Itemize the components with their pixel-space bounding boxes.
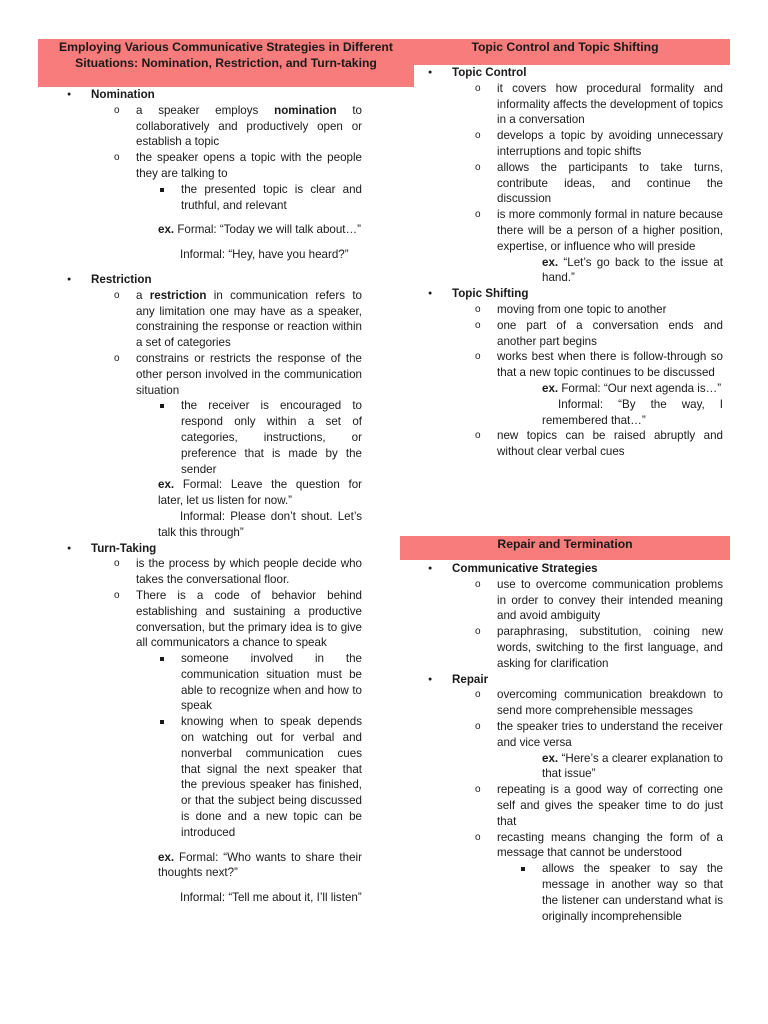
- text: Formal: “Who wants to share their thoughts next?”: [158, 850, 362, 880]
- text: Formal: “Today we will talk about…”: [174, 223, 361, 237]
- topic-shifting-point-3: o works best when there is follow-through so that a new topic continues to be discussed: [497, 349, 723, 381]
- restriction-heading: ● Restriction: [64, 272, 362, 288]
- turn-taking-example-formal: [158, 850, 362, 882]
- restriction-point-1: [136, 288, 362, 351]
- example-label: ex.: [542, 751, 559, 765]
- nomination-example-formal: [158, 222, 362, 238]
- repair-point-4: o recasting means changing the form of a message that cannot be understood: [497, 830, 723, 862]
- nomination-subpoint-1: the presented topic is clear and truthful, and relevant: [181, 182, 362, 212]
- repair-termination-header: [400, 536, 730, 560]
- topic-shifting-point-4: o new topics can be raised abruptly and without clear verbal cues: [497, 428, 723, 460]
- text: a speaker employs: [136, 103, 275, 117]
- topic-shifting-example-informal: Informal: “By the way, I remembered that…”: [542, 397, 723, 427]
- left-section-title: Employing Various Communicative Strategies in Different Situations: Nomination, Restriction, and Turn-taking: [59, 40, 393, 70]
- repair-point-2: o the speaker tries to understand the receiver and vice versa: [497, 719, 723, 751]
- topic-control-point-2: o develops a topic by avoiding unnecessary interruptions and topic shifts: [497, 128, 723, 160]
- turn-taking-heading: ● Turn-Taking: [64, 541, 362, 557]
- left-section-header: [38, 39, 414, 87]
- keyword: nomination: [274, 103, 337, 117]
- nomination-point-1: [136, 103, 362, 150]
- keyword: restriction: [149, 288, 207, 302]
- repair-termination-title: Repair and Termination: [497, 537, 633, 551]
- right-column-top: [425, 65, 723, 460]
- topic-shifting-point-2: o one part of a conversation ends and another part begins: [497, 318, 723, 350]
- restriction-example-formal: [158, 477, 362, 509]
- topic-control-header: [400, 39, 730, 65]
- topic-control-point-4: o is more commonly formal in nature because there will be a person of a higher position, expertise, or influence who will preside: [497, 207, 723, 254]
- restriction-subpoint-1: the receiver is encouraged to respond only within a set of categories, instructions, or preference that is made by the sender: [181, 399, 362, 476]
- turn-taking-subpoint-2: knowing when to speak depends on watching out for verbal and nonverbal communication cues that signal the next speaker that the previous speaker has finished, or that the subject being discussed is done and a new topic can be introduced: [181, 715, 362, 839]
- turn-taking-example-informal: Informal: “Tell me about it, I’ll listen”: [180, 891, 362, 905]
- repair-heading: ● Repair: [425, 672, 723, 688]
- text: Formal: Leave the question for later, let us listen for now.”: [158, 478, 362, 508]
- topic-control-example: [542, 255, 723, 287]
- topic-control-heading: ● Topic Control: [425, 65, 723, 81]
- example-label: ex.: [158, 478, 175, 492]
- repair-example: [542, 751, 723, 783]
- example-label: ex.: [542, 255, 559, 269]
- topic-shifting-heading: ● Topic Shifting: [425, 286, 723, 302]
- communicative-strategies-point-1: o use to overcome communication problems in order to convey their intended meaning and avoid ambiguity: [497, 577, 723, 624]
- nomination-point-2: o the speaker opens a topic with the people they are talking to: [136, 150, 362, 182]
- restriction-point-2: o constrains or restricts the response of the other person involved in the communication situation: [136, 351, 362, 398]
- example-label: ex.: [158, 223, 175, 237]
- communicative-strategies-heading: ● Communicative Strategies: [425, 561, 723, 577]
- repair-point-1: o overcoming communication breakdown to send more comprehensible messages: [497, 687, 723, 719]
- communicative-strategies-point-2: o paraphrasing, substitution, coining new words, switching to the first language, and asking for clarification: [497, 624, 723, 671]
- turn-taking-point-2: o There is a code of behavior behind establishing and sustaining a productive conversation, but the primary idea is to give all communicators a chance to speak: [136, 588, 362, 651]
- restriction-example-informal: Informal: Please don’t shout. Let’s talk this through”: [158, 509, 362, 539]
- example-label: ex.: [158, 850, 175, 864]
- turn-taking-point-1: o is the process by which people decide who takes the conversational floor.: [136, 556, 362, 588]
- nomination-heading: ● Nomination: [64, 87, 362, 103]
- topic-shifting-example-formal: [542, 381, 723, 397]
- topic-shifting-point-1: o moving from one topic to another: [497, 302, 723, 318]
- repair-point-3: o repeating is a good way of correcting one self and gives the speaker time to do just that: [497, 782, 723, 829]
- text: “Let’s go back to the issue at hand.”: [542, 255, 723, 285]
- text: in communication refers to any limitation one may have as a speaker, constraining the response or reaction within a set of categories: [136, 288, 363, 350]
- right-column-bottom: [425, 561, 723, 924]
- example-label: ex.: [542, 381, 559, 395]
- topic-control-title: Topic Control and Topic Shifting: [471, 40, 659, 54]
- text: to collaboratively and productively open or establish a topic: [136, 103, 363, 149]
- turn-taking-subpoint-1: someone involved in the communication situation must be able to recognize when and how to speak: [181, 652, 362, 713]
- topic-control-point-1: o it covers how procedural formality and informality affects the development of topics in a conversation: [497, 81, 723, 128]
- text: “Here’s a clearer explanation to that issue”: [542, 751, 723, 781]
- text: Formal: “Our next agenda is…”: [558, 381, 722, 395]
- topic-control-point-3: o allows the participants to take turns, contribute ideas, and continue the discussion: [497, 160, 723, 207]
- nomination-example-informal: Informal: “Hey, have you heard?”: [180, 248, 349, 262]
- left-column: [64, 87, 362, 906]
- repair-subpoint-1: allows the speaker to say the message in another way so that the listener can understand what is originally incomprehensible: [542, 862, 723, 923]
- text: a: [136, 288, 150, 302]
